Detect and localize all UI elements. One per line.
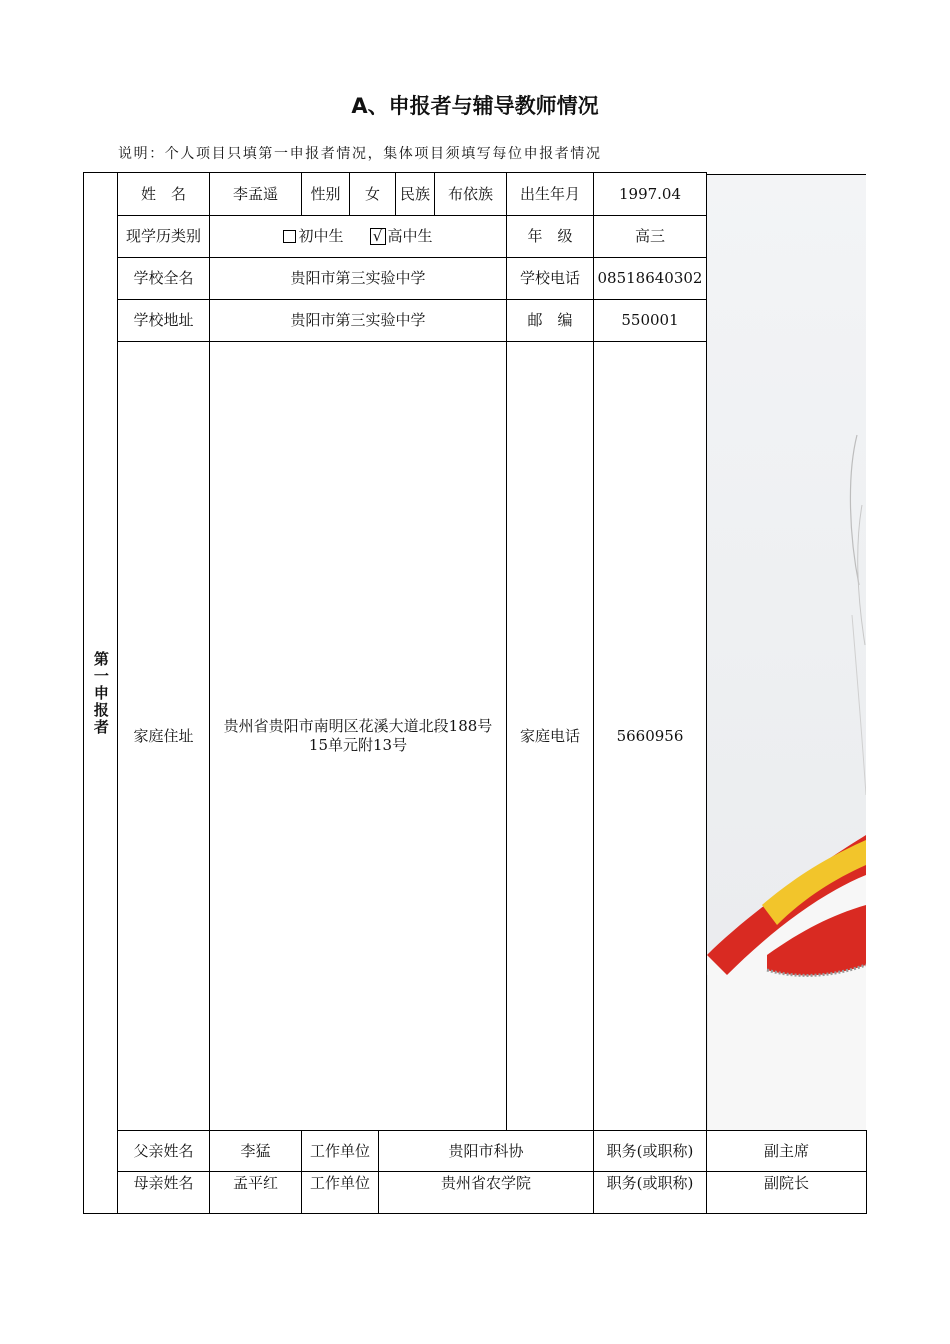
father-label: 父亲姓名 [117, 1130, 210, 1172]
school-label: 学校全名 [117, 257, 210, 300]
mother-unit: 贵州省农学院 [378, 1171, 594, 1214]
zip-value: 550001 [593, 299, 707, 342]
instruction-note: 说明：个人项目只填第一申报者情况，集体项目须填写每位申报者情况 [118, 146, 602, 162]
school-phone-label: 学校电话 [506, 257, 594, 300]
junior-checkbox[interactable] [283, 230, 296, 243]
father-title-label: 职务(或职称) [593, 1130, 707, 1172]
home-phone-value: 5660956 [593, 341, 707, 1131]
applicant-form [83, 172, 867, 1214]
grade-value: 高三 [593, 215, 707, 258]
edu-label: 现学历类别 [117, 215, 210, 258]
gender-label: 性别 [301, 172, 350, 216]
school-addr-value: 贵阳市第三实验中学 [209, 299, 507, 342]
ethnic-value: 布依族 [434, 172, 507, 216]
name-label: 姓 名 [117, 172, 210, 216]
school-phone-value: 08518640302 [593, 257, 707, 300]
grade-label: 年 级 [506, 215, 594, 258]
senior-checkbox[interactable]: √ [370, 228, 386, 245]
birth-value: 1997.04 [593, 172, 707, 216]
mother-name: 孟平红 [209, 1171, 302, 1214]
senior-label: 高中生 [387, 227, 433, 246]
mother-title: 副院长 [706, 1171, 867, 1214]
school-addr-label: 学校地址 [117, 299, 210, 342]
birth-label: 出生年月 [506, 172, 594, 216]
father-unit: 贵阳市科协 [378, 1130, 594, 1172]
edu-options [209, 215, 507, 258]
ethnic-label: 民族 [395, 172, 435, 216]
home-label: 家庭住址 [117, 341, 210, 1131]
page-title: A、申报者与辅导教师情况 [351, 94, 599, 118]
mother-label: 母亲姓名 [117, 1171, 210, 1214]
side-label: 第一申报者 [91, 650, 110, 736]
school-value: 贵阳市第三实验中学 [209, 257, 507, 300]
gender-value: 女 [349, 172, 396, 216]
home-phone-label: 家庭电话 [506, 341, 594, 1131]
name-value: 李孟遥 [209, 172, 302, 216]
zip-label: 邮 编 [506, 299, 594, 342]
father-name: 李猛 [209, 1130, 302, 1172]
father-unit-label: 工作单位 [301, 1130, 379, 1172]
home-value: 贵州省贵阳市南明区花溪大道北段188号15单元附13号 [209, 341, 507, 1131]
side-label-cell [83, 172, 118, 1214]
mother-unit-label: 工作单位 [301, 1171, 379, 1214]
father-title: 副主席 [706, 1130, 867, 1172]
mother-title-label: 职务(或职称) [593, 1171, 707, 1214]
junior-label: 初中生 [298, 227, 344, 246]
